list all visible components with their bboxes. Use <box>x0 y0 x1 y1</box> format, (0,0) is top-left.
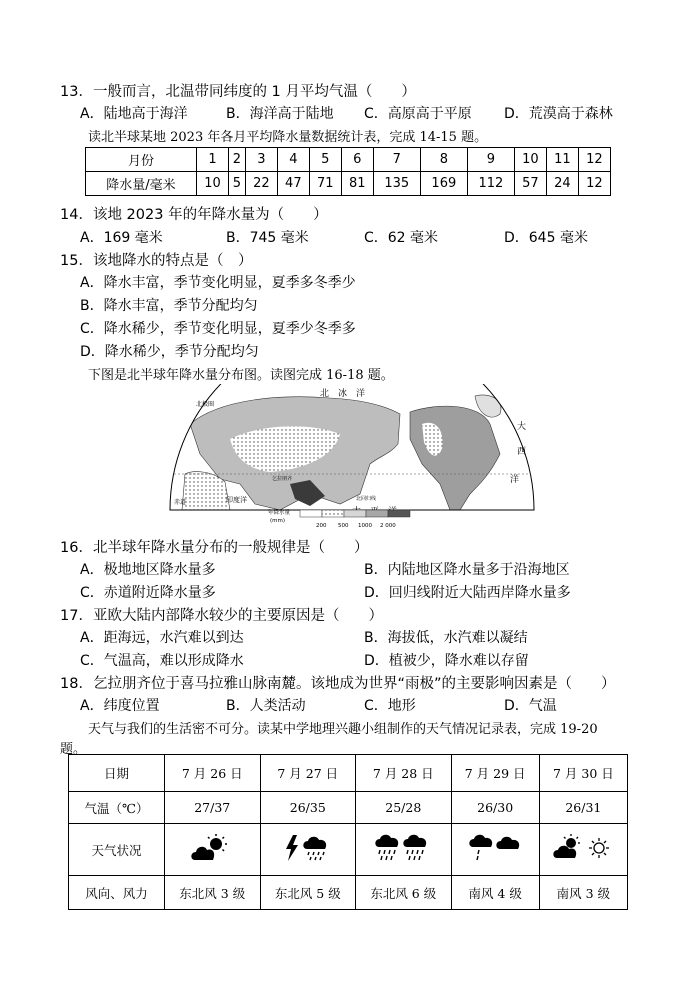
legend-value-2000: 2 000 <box>380 523 396 529</box>
q14-option-a: A．169 毫米 <box>80 230 163 246</box>
q13-option-a: A．陆地高于海洋 <box>80 106 188 122</box>
month-cell: 12 <box>578 148 610 172</box>
q15-option-b: B．降水丰富，季节分配均匀 <box>80 298 258 314</box>
precip-cell: 57 <box>514 172 546 196</box>
q18-option-a: A．纬度位置 <box>80 698 160 714</box>
wind-cell: 南风 4 级 <box>451 876 539 910</box>
label-atlantic-1: 大 <box>517 422 527 432</box>
wind-cell: 东北风 3 级 <box>165 876 261 910</box>
label-arctic-ocean: 北 冰 洋 <box>320 389 366 399</box>
weather-cell <box>356 824 452 876</box>
legend-swatch-3 <box>344 510 366 517</box>
wind-cell: 东北风 6 级 <box>356 876 452 910</box>
precip-cell: 169 <box>420 172 467 196</box>
legend-swatch-1 <box>300 510 322 517</box>
q17-option-b: B．海拔低，水汽难以凝结 <box>364 630 528 646</box>
precip-row <box>86 172 611 196</box>
weather-cell <box>260 824 356 876</box>
q16-option-d: D．回归线附近大陆西岸降水量多 <box>364 585 571 601</box>
date-cell: 7 月 28 日 <box>356 755 452 792</box>
wind-row <box>69 876 628 910</box>
q18-option-b: B．人类活动 <box>226 698 306 714</box>
q16-stem: 16．北半球年降水量分布的一般规律是（ ） <box>60 540 369 556</box>
q15-option-d: D．降水稀少，季节分配均匀 <box>80 344 259 360</box>
label-atlantic-3: 洋 <box>510 475 520 485</box>
date-cell: 7 月 30 日 <box>539 755 627 792</box>
label-indian-ocean: 印度洋 <box>226 496 247 504</box>
q14-stem: 14．该地 2023 年的年降水量为（ ） <box>60 207 328 223</box>
q16-option-c: C．赤道附近降水量多 <box>80 585 216 601</box>
precip-cell: 135 <box>373 172 420 196</box>
q13-option-b: B．海洋高于陆地 <box>226 106 334 122</box>
thunder-rain-icon <box>283 833 333 863</box>
temperature-cell: 27/37 <box>165 792 261 824</box>
q13-option-c: C．高原高于平原 <box>364 106 472 122</box>
shower-cloudy-icon <box>467 833 523 863</box>
precip-cell: 10 <box>197 172 229 196</box>
date-label: 日期 <box>69 755 165 792</box>
precipitation-map <box>160 384 545 532</box>
q18-option-d: D．气温 <box>504 698 557 714</box>
label-atlantic-2: 西 <box>517 447 527 457</box>
label-tropic: 北回归线 <box>356 496 377 502</box>
temperature-cell: 26/31 <box>539 792 627 824</box>
weather-cell <box>451 824 539 876</box>
intro-16-18: 下图是北半球年降水量分布图。读图完成 16-18 题。 <box>88 368 394 383</box>
date-cell: 7 月 29 日 <box>451 755 539 792</box>
q15-stem: 15．该地降水的特点是（ ） <box>60 253 253 269</box>
month-cell: 2 <box>228 148 245 172</box>
precip-cell: 24 <box>546 172 578 196</box>
temperature-cell: 26/35 <box>260 792 356 824</box>
weather-row <box>69 824 628 876</box>
date-row <box>69 755 628 792</box>
legend-swatch-5 <box>388 510 410 517</box>
month-cell: 9 <box>467 148 514 172</box>
month-cell: 4 <box>277 148 309 172</box>
precip-cell: 22 <box>245 172 277 196</box>
month-cell: 1 <box>197 148 229 172</box>
legend-title: 年降水量 <box>268 510 291 516</box>
weather-cell <box>539 824 627 876</box>
legend-swatch-4 <box>366 510 388 517</box>
precip-cell: 112 <box>467 172 514 196</box>
weather-table <box>68 754 628 910</box>
precip-label: 降水量/毫米 <box>86 172 197 196</box>
q17-option-c: C．气温高，难以形成降水 <box>80 653 244 669</box>
q16-option-a: A．极地地区降水量多 <box>80 562 216 578</box>
legend-value-500: 500 <box>338 523 349 529</box>
temperature-cell: 26/30 <box>451 792 539 824</box>
q17-option-d: D．植被少，降水难以存留 <box>364 653 529 669</box>
q14-option-d: D．645 毫米 <box>504 230 588 246</box>
temperature-label: 气温（℃） <box>69 792 165 824</box>
intro-14-15: 读北半球某地 2023 年各月平均降水量数据统计表，完成 14-15 题。 <box>88 130 488 145</box>
date-cell: 7 月 27 日 <box>260 755 356 792</box>
q13-option-d: D．荒漠高于森林 <box>504 106 613 122</box>
month-label: 月份 <box>86 148 197 172</box>
temperature-row <box>69 792 628 824</box>
q17-option-a: A．距海远，水汽难以到达 <box>80 630 244 646</box>
month-cell: 10 <box>514 148 546 172</box>
weather-cell <box>165 824 261 876</box>
intro-19-20-line2: 题。 <box>60 742 87 757</box>
month-cell: 8 <box>420 148 467 172</box>
label-arctic-circle: 北极圈 <box>196 401 215 408</box>
q18-stem: 18．乞拉朋齐位于喜马拉雅山脉南麓。该地成为世界“雨极”的主要影响因素是（ ） <box>60 676 616 692</box>
q15-option-a: A．降水丰富，季节变化明显，夏季多冬季少 <box>80 275 356 291</box>
label-cherrapunji: 乞拉朋齐 <box>272 476 293 482</box>
precip-cell: 81 <box>341 172 373 196</box>
heavy-rain-icon <box>373 833 433 863</box>
legend-swatch-2 <box>322 510 344 517</box>
month-cell: 3 <box>245 148 277 172</box>
q16-option-b: B．内陆地区降水量多于沿海地区 <box>364 562 570 578</box>
wind-cell: 东北风 5 级 <box>260 876 356 910</box>
month-cell: 6 <box>341 148 373 172</box>
month-cell: 11 <box>546 148 578 172</box>
legend-value-200: 200 <box>316 523 327 529</box>
precip-cell: 71 <box>309 172 341 196</box>
precipitation-table <box>85 147 611 196</box>
legend-unit: (mm) <box>270 518 286 524</box>
q13-stem: 13．一般而言，北温带同纬度的 1 月平均气温（ ） <box>60 84 416 100</box>
precip-cell: 5 <box>228 172 245 196</box>
q14-option-b: B．745 毫米 <box>226 230 309 246</box>
precip-cell: 47 <box>277 172 309 196</box>
wind-cell: 南风 3 级 <box>539 876 627 910</box>
precip-cell: 12 <box>578 172 610 196</box>
q17-stem: 17．亚欧大陆内部降水较少的主要原因是（ ） <box>60 608 383 624</box>
month-cell: 5 <box>309 148 341 172</box>
q15-option-c: C．降水稀少，季节变化明显，夏季少冬季多 <box>80 321 356 337</box>
q18-option-c: C．地形 <box>364 698 416 714</box>
month-row <box>86 148 611 172</box>
wind-label: 风向、风力 <box>69 876 165 910</box>
label-equator: 赤道 <box>174 499 187 506</box>
temperature-cell: 25/28 <box>356 792 452 824</box>
q14-option-c: C．62 毫米 <box>364 230 439 246</box>
month-cell: 7 <box>373 148 420 172</box>
weather-label: 天气状况 <box>69 824 165 876</box>
legend-value-1000: 1000 <box>358 523 372 529</box>
intro-19-20-line1: 天气与我们的生活密不可分。读某中学地理兴趣小组制作的天气情况记录表，完成 19-20 <box>88 722 598 737</box>
partly-cloudy-icon <box>190 833 234 863</box>
date-cell: 7 月 26 日 <box>165 755 261 792</box>
partly-cloudy-sunny-icon <box>553 833 613 863</box>
